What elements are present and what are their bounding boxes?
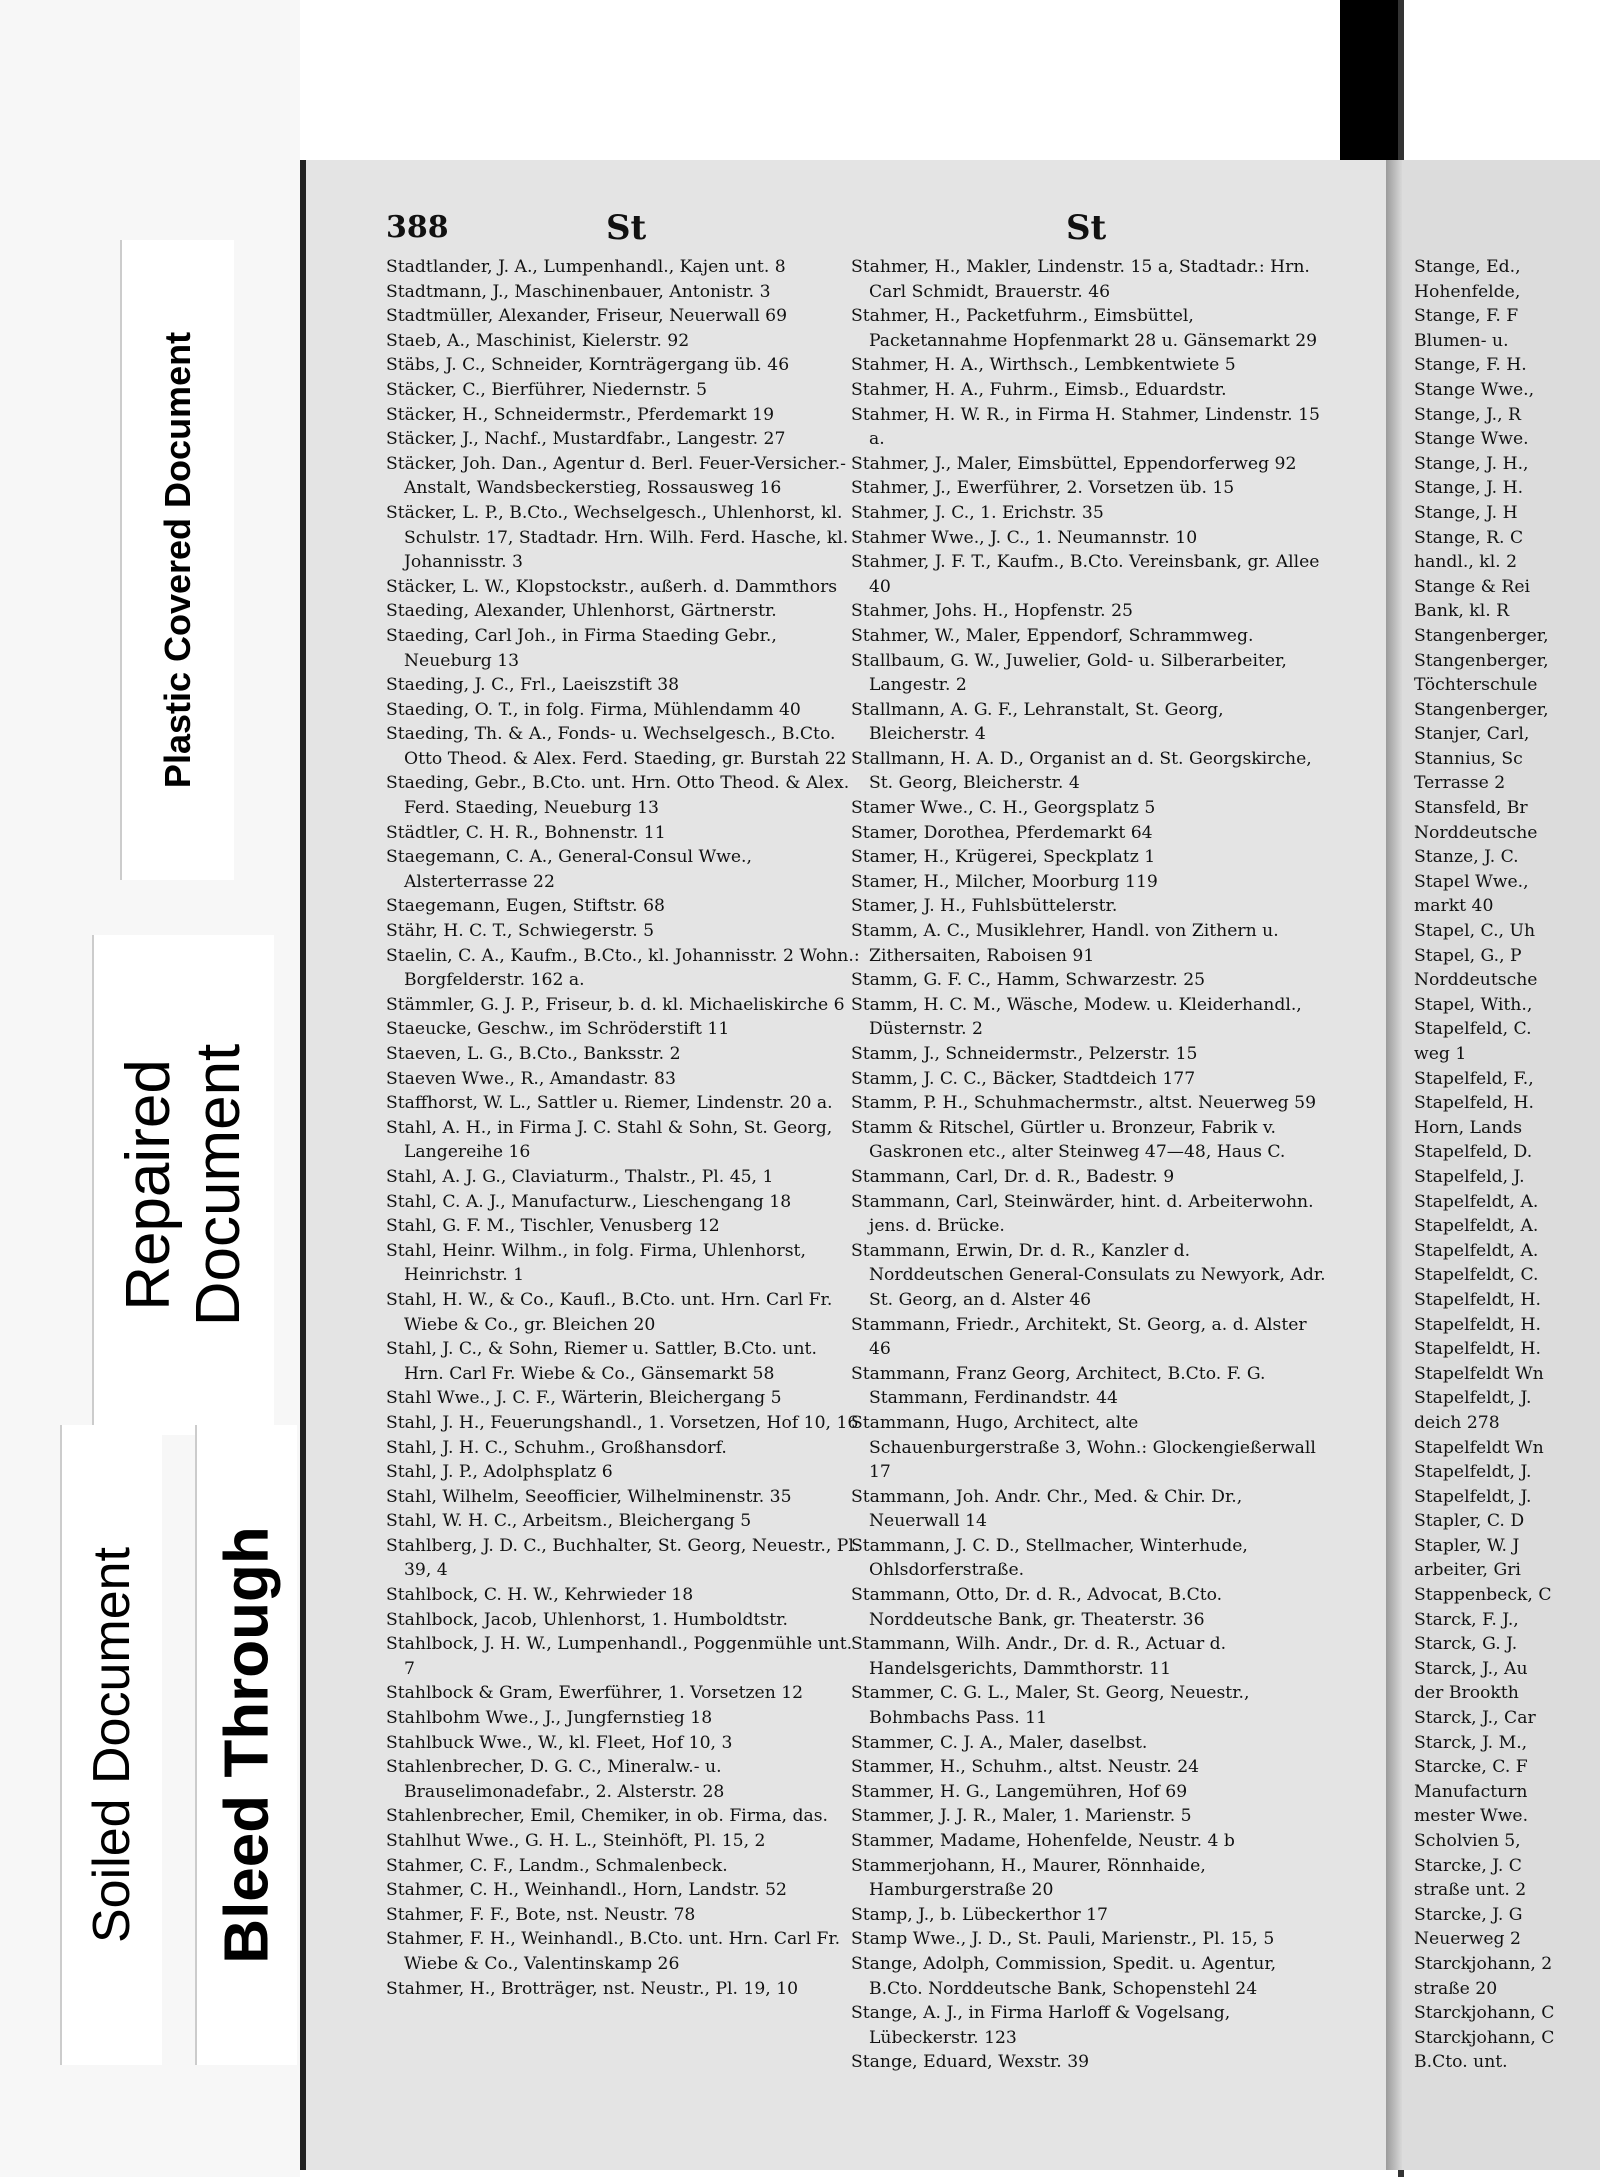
directory-entry: Starcke, J. G [1414, 1904, 1523, 1925]
directory-entry: mester Wwe. [1414, 1806, 1529, 1827]
directory-entry: Starck, J. M., [1414, 1732, 1528, 1753]
directory-entry: Städtler, C. H. R., Bohnenstr. 11 [386, 822, 666, 843]
directory-entry: Stahlberg, J. D. C., Buchhalter, St. Georg, Neuestr., Pl. 39, 4 [386, 1535, 860, 1581]
directory-entry: Stammerjohann, H., Maurer, Rönnhaide, Hamburgerstraße 20 [851, 1855, 1206, 1901]
directory-entry: Staeven, L. G., B.Cto., Banksstr. 2 [386, 1044, 681, 1064]
directory-entry: Stapel, With., [1414, 994, 1533, 1015]
directory-entry: Stange, J. H., [1414, 453, 1529, 474]
next-page-sliver [1402, 160, 1600, 2170]
directory-entry: Stahmer, F. F., Bote, nst. Neustr. 78 [386, 1904, 696, 1925]
directory-entry: Stäcker, Joh. Dan., Agentur d. Berl. Feuer-Versicher.-Anstalt, Wandsbeckerstieg, Rossausweg 16 [386, 453, 846, 499]
directory-entry: Staegemann, Eugen, Stiftstr. 68 [386, 896, 665, 917]
directory-entry: Stahmer, H., Brotträger, nst. Neustr., Pl. 19, 10 [386, 1978, 799, 1999]
directory-entry: Stahl, Heinr. Wilhm., in folg. Firma, Uhlenhorst, Heinrichstr. 1 [386, 1240, 806, 1286]
directory-entry: Stapelfeld, F., [1414, 1068, 1534, 1089]
directory-entry: Stahmer, J., Maler, Eimsbüttel, Eppendorferweg 92 [851, 453, 1297, 474]
directory-entry: Stäcker, L. P., B.Cto., Wechselgesch., Uhlenhorst, kl. Schulstr. 17, Stadtadr. Hrn. Wilh. Ferd. Hasche, kl. Johannisstr. 3 [386, 502, 849, 573]
directory-entry: Stansfeld, Br [1414, 798, 1528, 819]
directory-entry: Stamer, H., Krügerei, Speckplatz 1 [851, 847, 1156, 868]
directory-entry: Stallmann, A. G. F., Lehranstalt, St. Georg, Bleicherstr. 4 [851, 699, 1224, 745]
directory-entry: Stamm, J. C. C., Bäcker, Stadtdeich 177 [851, 1068, 1196, 1089]
directory-entry: Stapelfeldt, A. [1414, 1216, 1539, 1237]
directory-entry: Starckjohann, 2 [1414, 1953, 1553, 1974]
directory-entry: Stammer, H., Schuhm., altst. Neustr. 24 [851, 1757, 1200, 1778]
directory-entry: Stäcker, H., Schneidermstr., Pferdemarkt 19 [386, 404, 775, 425]
directory-entry: Stapelfeldt Wn [1414, 1363, 1544, 1384]
directory-entry: Stahmer, Johs. H., Hopfenstr. 25 [851, 601, 1133, 622]
directory-entry: straße 20 [1414, 1978, 1498, 1999]
directory-entry: Stange, R. C [1414, 527, 1524, 548]
directory-entry: Blumen- u. [1414, 330, 1509, 351]
directory-entry: Stapelfeldt, J. [1414, 1462, 1532, 1483]
directory-entry: Staeding, J. C., Frl., Laeiszstift 38 [386, 675, 680, 696]
repaired-line-1: Repaired [114, 1059, 183, 1311]
directory-entry: Stappenbeck, C [1414, 1585, 1552, 1606]
directory-entry: Stahl, J. P., Adolphsplatz 6 [386, 1462, 613, 1483]
directory-entry: Stangenberger, [1414, 699, 1549, 720]
running-head-left: St [606, 208, 647, 248]
directory-entry: Stahl, C. A. J., Manufacturw., Lieschengang 18 [386, 1191, 792, 1212]
directory-entry: Scholvien 5, [1414, 1831, 1521, 1851]
directory-entry: Stahlbock, J. H. W., Lumpenhandl., Poggenmühle unt. 7 [386, 1634, 853, 1679]
directory-entry: Staeding, Carl Joh., in Firma Staeding Gebr., Neueburg 13 [386, 625, 777, 671]
directory-entry: handl., kl. 2 [1414, 552, 1518, 573]
directory-entry: deich 278 [1414, 1412, 1500, 1433]
directory-entry: Stahmer, J. F. T., Kaufm., B.Cto. Vereinsbank, gr. Allee 40 [851, 552, 1320, 597]
repaired-line-2: Document [184, 1043, 253, 1327]
soiled-document-text: Soiled Document [83, 1547, 141, 1943]
directory-entry: Hohenfelde, [1414, 281, 1521, 302]
directory-entry: Stangenberger, [1414, 625, 1549, 646]
directory-entry: Stange, A. J., in Firma Harloff & Vogelsang, Lübeckerstr. 123 [851, 2003, 1231, 2048]
directory-entry: Stamer, J. H., Fuhlsbüttelerstr. [851, 896, 1118, 917]
directory-entry: Stahmer Wwe., J. C., 1. Neumannstr. 10 [851, 527, 1198, 548]
directory-entry: Stange, J. H. [1414, 478, 1524, 499]
directory-entry: Stahmer, F. H., Weinhandl., B.Cto. unt. Hrn. Carl Fr. Wiebe & Co., Valentinskamp 26 [386, 1929, 841, 1974]
directory-entry: Staeding, Gebr., B.Cto. unt. Hrn. Otto Theod. & Alex. Ferd. Staeding, Neueburg 13 [386, 773, 850, 819]
next-page-column [1414, 255, 1600, 2075]
plastic-covered-label [120, 240, 234, 880]
directory-entry: Stanjer, Carl, [1414, 724, 1530, 745]
directory-entry: Stahl, A. J. G., Claviaturm., Thalstr., Pl. 45, 1 [386, 1166, 774, 1187]
right-column [851, 255, 1326, 2075]
directory-entry: Stahl Wwe., J. C. F., Wärterin, Bleichergang 5 [386, 1388, 782, 1409]
directory-entry: Stapel, G., P [1414, 945, 1522, 966]
directory-entry: Stadtmüller, Alexander, Friseur, Neuerwall 69 [386, 306, 788, 327]
directory-entry: Stapelfeldt, H. [1414, 1314, 1541, 1335]
directory-entry: Stammer, J. J. R., Maler, 1. Marienstr. 5 [851, 1806, 1192, 1827]
directory-entry: Stahmer, J., Ewerführer, 2. Vorsetzen üb. 15 [851, 478, 1235, 499]
soiled-document-label [60, 1425, 162, 2065]
directory-entry: Stapelfeld, H. [1414, 1093, 1535, 1114]
directory-entry: der Brookth [1414, 1683, 1519, 1704]
directory-entry: weg 1 [1414, 1044, 1467, 1064]
directory-entry: Starck, F. J., [1414, 1609, 1519, 1630]
directory-entry: Stapler, W. J [1414, 1535, 1520, 1556]
directory-entry: Stange, Ed., [1414, 257, 1521, 277]
directory-entry: Neuerweg 2 [1414, 1929, 1521, 1950]
directory-entry: Stahl, J. H., Feuerungshandl., 1. Vorsetzen, Hof 10, 16 [386, 1412, 859, 1433]
directory-entry: Stahmer, H. A., Wirthsch., Lembkentwiete 5 [851, 355, 1236, 376]
directory-entry: Stapelfeldt, H. [1414, 1289, 1541, 1310]
directory-entry: Stapelfeld, C. [1414, 1019, 1532, 1040]
directory-entry: Stamm, P. H., Schuhmachermstr., altst. Neuerweg 59 [851, 1093, 1317, 1114]
directory-entry: Stange Wwe., [1414, 379, 1535, 400]
directory-entry: Stanze, J. C. [1414, 847, 1519, 868]
directory-entry: Stapelfeldt, H. [1414, 1339, 1541, 1360]
directory-entry: Stäcker, L. W., Klopstockstr., außerh. d. Dammthors [386, 576, 838, 597]
directory-entry: Terrasse 2 [1414, 773, 1506, 794]
directory-entry: Stäbs, J. C., Schneider, Kornträgergang üb. 46 [386, 355, 790, 376]
directory-entry: Stahlbock & Gram, Ewerführer, 1. Vorsetzen 12 [386, 1683, 804, 1704]
directory-entry: Stamer, H., Milcher, Moorburg 119 [851, 871, 1158, 892]
directory-entry: Stange, F. F [1414, 306, 1519, 327]
directory-page [300, 160, 1401, 2170]
directory-entry: Stahmer, H. W. R., in Firma H. Stahmer, Lindenstr. 15 a. [851, 404, 1320, 450]
directory-entry: Staeding, Alexander, Uhlenhorst, Gärtnerstr. [386, 601, 777, 622]
directory-entry: Stahmer, C. F., Landm., Schmalenbeck. [386, 1855, 728, 1876]
directory-entry: Stammann, Franz Georg, Architect, B.Cto. F. G. Stammann, Ferdinandstr. 44 [851, 1363, 1266, 1409]
directory-entry: Stahl, J. H. C., Schuhm., Großhansdorf. [386, 1437, 727, 1458]
directory-entry: Stamm & Ritschel, Gürtler u. Bronzeur, Fabrik v. Gaskronen etc., alter Steinweg 47—48, Haus C. [851, 1117, 1286, 1163]
directory-entry: Horn, Lands [1414, 1117, 1523, 1138]
directory-entry: Stahl, H. W., & Co., Kaufl., B.Cto. unt. Hrn. Carl Fr. Wiebe & Co., gr. Bleichen 20 [386, 1289, 833, 1335]
directory-entry: Stange Wwe. [1414, 429, 1529, 450]
directory-entry: Staelin, C. A., Kaufm., B.Cto., kl. Johannisstr. 2 Wohn.: Borgfelderstr. 162 a. [386, 945, 860, 991]
directory-entry: Stadtmann, J., Maschinenbauer, Antonistr. 3 [386, 281, 771, 302]
directory-entry: straße unt. 2 [1414, 1880, 1527, 1901]
directory-entry: Starck, G. J. [1414, 1634, 1518, 1655]
directory-entry: Stammann, Wilh. Andr., Dr. d. R., Actuar d. Handelsgerichts, Dammthorstr. 11 [851, 1634, 1227, 1679]
directory-entry: Stangenberger, [1414, 650, 1549, 671]
directory-entry: Stahlenbrecher, Emil, Chemiker, in ob. Firma, das. [386, 1806, 828, 1827]
directory-entry: Norddeutsche [1414, 970, 1538, 991]
directory-entry: Stammer, C. G. L., Maler, St. Georg, Neuestr., Bohmbachs Pass. 11 [851, 1683, 1250, 1729]
directory-entry: Starckjohann, C [1414, 2003, 1555, 2024]
directory-entry: Stapler, C. D [1414, 1511, 1525, 1532]
directory-entry: Stapel, C., Uh [1414, 921, 1536, 942]
directory-entry: Starck, J., Car [1414, 1708, 1536, 1729]
directory-entry: Stammann, Carl, Dr. d. R., Badestr. 9 [851, 1166, 1175, 1187]
bleed-through-label [195, 1425, 297, 2065]
directory-entry: Starcke, J. C [1414, 1855, 1522, 1876]
directory-entry: Stämmler, G. J. P., Friseur, b. d. kl. Michaeliskirche 6 [386, 994, 845, 1015]
directory-entry: Stahl, W. H. C., Arbeitsm., Bleichergang 5 [386, 1511, 752, 1532]
directory-entry: Stamm, H. C. M., Wäsche, Modew. u. Kleiderhandl., Düsternstr. 2 [851, 994, 1302, 1040]
directory-entry: Staeb, A., Maschinist, Kielerstr. 92 [386, 330, 690, 351]
directory-entry: Stahmer, H., Makler, Lindenstr. 15 a, Stadtadr.: Hrn. Carl Schmidt, Brauerstr. 46 [851, 257, 1310, 302]
directory-entry: Stammer, Madame, Hohenfelde, Neustr. 4 b [851, 1831, 1235, 1851]
directory-entry: Stammann, J. C. D., Stellmacher, Winterhude, Ohlsdorferstraße. [851, 1535, 1248, 1581]
directory-entry: Stange, F. H. [1414, 355, 1527, 376]
directory-entry: Manufacturn [1414, 1781, 1528, 1802]
directory-entry: Stähr, H. C. T., Schwiegerstr. 5 [386, 921, 655, 942]
directory-entry: Stahmer, W., Maler, Eppendorf, Schrammweg. [851, 625, 1254, 646]
directory-entry: Staeucke, Geschw., im Schröderstift 11 [386, 1019, 730, 1040]
directory-entry: Stamm, G. F. C., Hamm, Schwarzestr. 25 [851, 970, 1206, 991]
directory-entry: Stange, J., R [1414, 404, 1521, 425]
directory-entry: Töchterschule [1414, 675, 1538, 696]
directory-entry: Stammann, Hugo, Architect, alte Schauenburgerstraße 3, Wohn.: Glockengießerwall 17 [851, 1412, 1316, 1483]
directory-entry: Stange & Rei [1414, 576, 1531, 597]
directory-entry: Stäcker, C., Bierführer, Niedernstr. 5 [386, 379, 708, 400]
directory-entry: Stammann, Friedr., Architekt, St. Georg, a. d. Alster 46 [851, 1314, 1307, 1360]
directory-entry: arbeiter, Gri [1414, 1560, 1521, 1581]
directory-entry: Stahlbohm Wwe., J., Jungfernstieg 18 [386, 1708, 713, 1729]
page-number: 388 [386, 210, 449, 245]
directory-entry: Stahl, A. H., in Firma J. C. Stahl & Sohn, St. Georg, Langereihe 16 [386, 1117, 833, 1163]
directory-entry: Stahlhut Wwe., G. H. L., Steinhöft, Pl. 15, 2 [386, 1831, 766, 1851]
directory-entry: Norddeutsche [1414, 822, 1538, 843]
directory-entry: Stapelfeld, J. [1414, 1166, 1525, 1187]
directory-entry: Stapelfeldt, J. [1414, 1388, 1532, 1409]
directory-entry: Stapelfeldt, A. [1414, 1191, 1539, 1212]
directory-entry: Staeding, O. T., in folg. Firma, Mühlendamm 40 [386, 699, 801, 720]
left-column [386, 255, 861, 2001]
directory-entry: Stallmann, H. A. D., Organist an d. St. Georgskirche, St. Georg, Bleicherstr. 4 [851, 748, 1312, 794]
directory-entry: Stamp Wwe., J. D., St. Pauli, Marienstr., Pl. 15, 5 [851, 1929, 1275, 1950]
directory-entry: Starck, J., Au [1414, 1658, 1528, 1679]
directory-entry: Stannius, Sc [1414, 748, 1523, 769]
directory-entry: Staeding, Th. & A., Fonds- u. Wechselgesch., B.Cto. Otto Theod. & Alex. Ferd. Staeding, gr. Burstah 22 [386, 724, 847, 769]
directory-entry: Stamp, J., b. Lübeckerthor 17 [851, 1904, 1108, 1925]
running-head-right: St [1066, 208, 1107, 248]
directory-entry: Staegemann, C. A., General-Consul Wwe., Alsterterrasse 22 [386, 847, 752, 892]
plastic-covered-text: Plastic Covered Document [157, 331, 198, 789]
directory-entry: markt 40 [1414, 896, 1494, 917]
directory-entry: Stange, Adolph, Commission, Spedit. u. Agentur, B.Cto. Norddeutsche Bank, Schopenstehl 24 [851, 1953, 1277, 1999]
directory-entry: Stapel Wwe., [1414, 871, 1529, 892]
directory-entry: B.Cto. unt. [1414, 2052, 1508, 2073]
directory-entry: Starcke, C. F [1414, 1757, 1528, 1778]
directory-entry: Stapelfeldt, C. [1414, 1265, 1539, 1286]
directory-entry: Stapelfeld, D. [1414, 1142, 1533, 1163]
directory-entry: Stahlenbrecher, D. G. C., Mineralw.- u. Brauselimonadefabr., 2. Alsterstr. 28 [386, 1757, 725, 1802]
directory-entry: Stäcker, J., Nachf., Mustardfabr., Langestr. 27 [386, 429, 786, 450]
directory-entry: Stamer, Dorothea, Pferdemarkt 64 [851, 822, 1153, 843]
directory-entry: Bank, kl. R [1414, 601, 1510, 622]
directory-entry: Stahl, J. C., & Sohn, Riemer u. Sattler, B.Cto. unt. Hrn. Carl Fr. Wiebe & Co., Gänsemarkt 58 [386, 1339, 817, 1384]
directory-entry: Stadtlander, J. A., Lumpenhandl., Kajen unt. 8 [386, 257, 786, 277]
directory-entry: Stapelfeldt, A. [1414, 1240, 1539, 1261]
directory-entry: Stahl, Wilhelm, Seeofficier, Wilhelminenstr. 35 [386, 1486, 792, 1507]
directory-entry: Stahlbuck Wwe., W., kl. Fleet, Hof 10, 3 [386, 1732, 733, 1753]
directory-entry: Stange, Eduard, Wexstr. 39 [851, 2052, 1090, 2073]
directory-entry: Staffhorst, W. L., Sattler u. Riemer, Lindenstr. 20 a. [386, 1093, 833, 1114]
directory-entry: Stamm, J., Schneidermstr., Pelzerstr. 15 [851, 1044, 1198, 1064]
directory-entry: Stammann, Erwin, Dr. d. R., Kanzler d. Norddeutschen General-Consulats zu Newyork, Adr. St. Georg, an d. Alster 46 [851, 1240, 1326, 1310]
directory-entry: Stammer, H. G., Langemühren, Hof 69 [851, 1781, 1188, 1802]
directory-entry: Starckjohann, C [1414, 2027, 1555, 2048]
directory-entry: Stahmer, H., Packetfuhrm., Eimsbüttel, Packetannahme Hopfenmarkt 28 u. Gänsemarkt 29 [851, 306, 1318, 351]
directory-entry: Stahlbock, C. H. W., Kehrwieder 18 [386, 1585, 694, 1606]
directory-entry: Stammann, Carl, Steinwärder, hint. d. Arbeiterwohn. jens. d. Brücke. [851, 1191, 1314, 1237]
directory-entry: Stahlbock, Jacob, Uhlenhorst, 1. Humboldtstr. [386, 1609, 788, 1630]
directory-entry: Stammer, C. J. A., Maler, daselbst. [851, 1732, 1148, 1753]
bleed-through-text: Bleed Through [212, 1526, 282, 1964]
directory-entry: Stahl, G. F. M., Tischler, Venusberg 12 [386, 1216, 720, 1237]
repaired-document-text [114, 1044, 254, 1327]
directory-entry: Stamm, A. C., Musiklehrer, Handl. von Zithern u. Zithersaiten, Raboisen 91 [851, 921, 1279, 966]
directory-entry: Stammann, Joh. Andr. Chr., Med. & Chir. Dr., Neuerwall 14 [851, 1486, 1243, 1532]
repaired-document-label [92, 935, 274, 1435]
directory-entry: Stammann, Otto, Dr. d. R., Advocat, B.Cto. Norddeutsche Bank, gr. Theaterstr. 36 [851, 1585, 1223, 1630]
directory-entry: Stange, J. H [1414, 502, 1518, 523]
directory-entry: Stahmer, H. A., Fuhrm., Eimsb., Eduardstr. [851, 379, 1227, 400]
directory-entry: Stallbaum, G. W., Juwelier, Gold- u. Silberarbeiter, Langestr. 2 [851, 650, 1287, 696]
scan-top-bar [1340, 0, 1398, 170]
directory-entry: Stahmer, C. H., Weinhandl., Horn, Landstr. 52 [386, 1880, 787, 1901]
directory-entry: Stapelfeldt Wn [1414, 1437, 1544, 1458]
directory-entry: Stahmer, J. C., 1. Erichstr. 35 [851, 502, 1104, 523]
directory-entry: Staeven Wwe., R., Amandastr. 83 [386, 1068, 676, 1089]
directory-entry: Stamer Wwe., C. H., Georgsplatz 5 [851, 798, 1156, 819]
directory-entry: Stapelfeldt, J. [1414, 1486, 1532, 1507]
